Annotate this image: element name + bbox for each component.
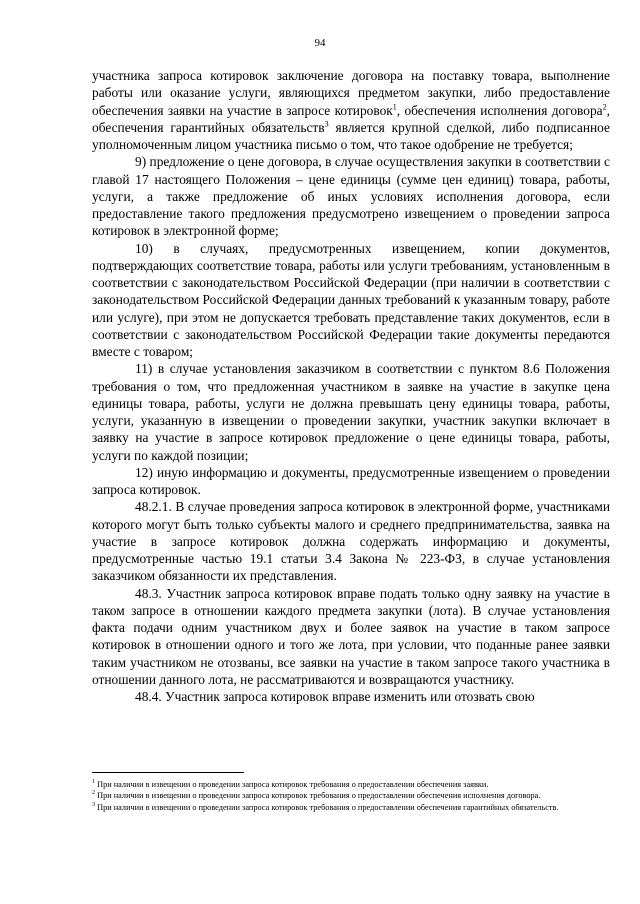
footnote-ref-2: 2 <box>602 102 607 112</box>
page-number: 94 <box>314 37 326 49</box>
paragraph-48-2-1: 48.2.1. В случае проведения запроса котировок в электронной форме, участниками которого могут быть только субъекты малого и среднего предпринимательства, заявка на участие в запросе котировок должна содержать информацию и документы, предусмотренные частью 19.1 статьи 3.4 Закона № 223-ФЗ, в случае установления заказчиком обязанности их представления. <box>92 499 610 584</box>
footnotes <box>92 779 610 813</box>
footnote-ref-1: 1 <box>392 102 397 112</box>
footnote-1: $^1$ При наличии в извещении о проведении запроса котировок требования о предоставлении обеспечения заявки. <box>92 779 489 789</box>
paragraph-item-9: 9) предложение о цене договора, в случае осуществления закупки в соответствии с главой 17 настоящего Положения – цене единицы (сумме цен единиц) товара, работы, услуги, а также предложение об иных условиях исполнения договора, если предоставление такого предложения предусмотрено извещением о проведении запроса котировок в электронной форме; <box>92 154 610 239</box>
paragraph-item-12: 12) иную информацию и документы, предусмотренные извещением о проведении запроса котировок. <box>92 464 610 497</box>
paragraph-48-4: 48.4. Участник запроса котировок вправе изменить или отозвать свою <box>135 689 535 704</box>
footnote-divider <box>92 772 244 773</box>
paragraph-item-11: 11) в случае установления заказчиком в соответствии с пунктом 8.6 Положения требования о том, что предложенная участником в заявке на участие в закупке цена единицы товара, работы, услуги не должна превышать цену единицы товара, работы, услуги, указанную в извещении о проведении закупки, участник закупки включает в заявку на участие в запросе котировок предложение о цене единицы товара, работы, услуги по каждой позиции; <box>92 361 610 463</box>
paragraph-item-10: 10) в случаях, предусмотренных извещением, копии документов, подтверждающих соответствие товара, работы или услуги требованиям, установленным в соответствии с законодательством Российской Федерации (при наличии в соответствии с законодательством Российской Федерации данных требований к указанным товару, работе или услуге), при этом не допускается требовать представление таких документов, если в соответствии с законодательством Российской Федерации такие документы передаются вместе с товаром; <box>92 240 610 359</box>
footnote-2: $^2$ При наличии в извещении о проведении запроса котировок требования о предоставлении обеспечения исполнения договора. <box>92 790 541 801</box>
footnote-3: $^3$ При наличии в извещении о проведении запроса котировок требования о предоставлении обеспечения гарантийных обязательств. <box>92 801 559 812</box>
document-body <box>92 67 610 705</box>
footnote-ref-3: 3 <box>324 119 329 129</box>
paragraph-48-3: 48.3. Участник запроса котировок вправе подать только одну заявку на участие в таком запросе в отношении каждого предмета закупки (лота). В случае установления факта подачи одним участником двух и более заявок на участие в таком запросе котировок в отношении одного и того же лота, при условии, что поданные ранее заявки таким участником не отозваны, все заявки на участие в таком запросе такого участника в отношении данного лота, не рассматриваются и возвращаются участнику. <box>92 585 610 687</box>
paragraph-continuation: участника запроса котировок заключение договора на поставку товара, выполнение работы или оказание услуги, являющихся предметом закупки, либо предоставление обеспечения заявки на участие в запросе котировок$^1$, обеспечения исполнения договора$^2$, обеспечения гарантийных обязательств$^3$ является крупной сделкой, либо подписанное уполномоченным лицом участника письмо о том, что такое одобрение не требуется; <box>92 68 610 152</box>
